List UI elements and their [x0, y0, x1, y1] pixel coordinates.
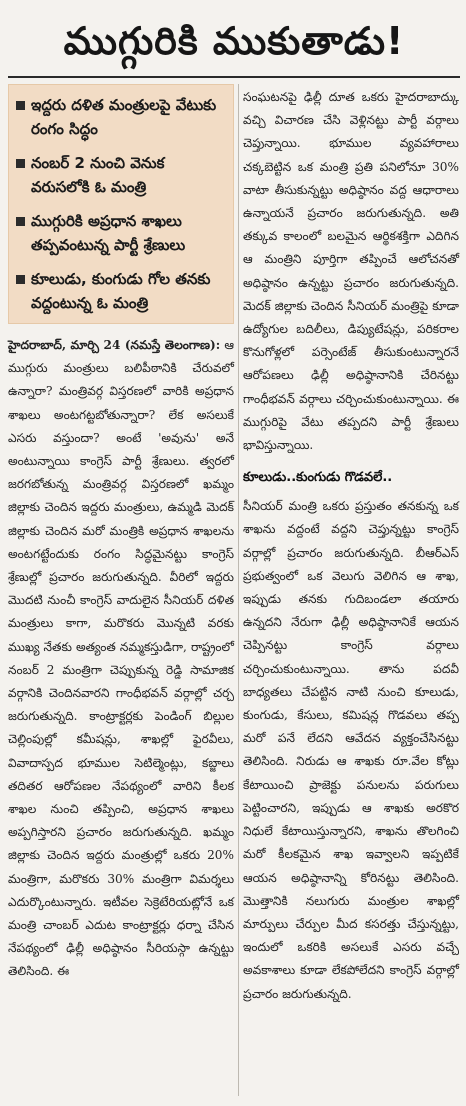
- article-body-right-2: [243, 495, 459, 1005]
- highlight-item: [15, 267, 227, 315]
- highlight-item: [15, 209, 227, 257]
- headline-rule: [8, 76, 460, 78]
- square-bullet-icon: [16, 101, 25, 110]
- subheading: కూలుడు..కుంగుడు గొడవలే..: [243, 470, 393, 486]
- square-bullet-icon: [16, 159, 25, 168]
- dateline: హైదరాబాద్, మార్చి 24 (నమస్తే తెలంగాణ):: [8, 338, 221, 352]
- highlight-item: [15, 151, 227, 199]
- highlight-text: నంబర్ 2 నుంచి వెనుక వరుసలోకి ఓ మంత్రి: [31, 154, 165, 196]
- article-text: సీనియర్ మంత్రి ఒకరు ప్రస్తుతం తనకున్న ఒక శాఖను వద్దంటే వద్దని చెప్తున్నట్టు కాంగ్రెస్ వర్గాల్లో ప్రచారం జరుగుతున్నది. బీఆర్ఎస్ ప్రభుత్వంలో ఒక వెలుగు వెలిగిన ఆ శాఖ, ఇప్పుడు తనకు గుదిబండలా తయారు ఉన్నదని నేరుగా ఢిల్లీ అధిష్ఠానానికే ఆయన చెప్పినట్టు కాంగ్రెస్ వర్గాలు చర్చించుకుంటున్నాయి. తాను పదవీ బాధ్యతలు చేపట్టిన నాటి నుంచి కూలుడు, కుంగుడు, కేసులు, కమిషన్ల గొడవలు తప్ప మరో పనే లేదని ఆవేదన వ్యక్తంచేసినట్టు తెలిసింది. నిరుడు ఆ శాఖకు రూ.వేల కోట్లు కేటాయించి ప్రాజెక్టు పనులను పరుగులు పెట్టించారని, ఇప్పుడు ఆ శాఖకు అరకొర నిధులే కేటాయిస్తున్నారని, శాఖను తొలగించి మరో కీలకమైన శాఖ ఇవ్వాలని ఇప్పటికే ఆయన అధిష్ఠానాన్ని కోరినట్టు తెలిసింది. మొత్తానికి నలుగురు మంత్రుల శాఖల్లో మార్పులు చేర్పుల మీద కసరత్తు చేస్తున్నట్టు, ఇందులో ఒకరికి అసలుకే ఎసరు వచ్చే అవకాశాలు కూడా లేకపోలేదని కాంగ్రెస్ వర్గాల్లో ప్రచారం జరుగుతున్నది.: [243, 499, 459, 1001]
- square-bullet-icon: [16, 275, 25, 284]
- column-divider: [238, 84, 239, 1096]
- article-body-right: [243, 86, 459, 457]
- highlight-item: [15, 93, 227, 141]
- article-text: సంఘటనపై ఢిల్లీ దూత ఒకరు హైదరాబాద్కు వచ్చి విచారణ చేసి వెళ్లినట్టు పార్టీ వర్గాలు చెప్తున్నాయి. భూముల వ్యవహారాలు చక్కబెట్టిన ఒక మంత్రి ప్రతి పనిలోనూ 30% వాటా తీసుకున్నట్టు అధిష్ఠానం వద్ద ఆధారాలు ఉన్నాయనే ప్రచారం జరుగుతున్నది. అతి తక్కువ కాలంలో బలమైన ఆర్థికశక్తిగా ఎదిగిన ఆ మంత్రిని పూర్తిగా తప్పించే ఆలోచనతో అధిష్ఠానం ఉన్నట్టు ప్రచారం జరుగుతున్నది. మెదక్ జిల్లాకు చెందిన సీనియర్ మంత్రిపై కూడా ఉద్యోగుల బదిలీలు, డిప్యుటేషన్లు, పరికరాల కొనుగోళ్లలో పర్సెంటేజ్ తీసుకుంటున్నారనే ఆరోపణలు ఢిల్లీ అధిష్ఠానానికి చేరినట్టు గాంధీభవన్ వర్గాలు చర్చించుకుంటున్నాయి. ఈ ముగ్గురిపై వేటు తప్పదని పార్టీ శ్రేణులు భావిస్తున్నాయి.: [243, 90, 459, 453]
- article-text: ఆ ముగ్గురు మంత్రులు బలిపీఠానికి చేరువలో ఉన్నారా? మంత్రివర్గ విస్తరణలో వారికి అప్రధాన శాఖలు అంటగట్టబోతున్నారా? లేక అసలుకే ఎసరు వస్తుందా? అంటే 'అవును' అనే అంటున్నాయి కాంగ్రెస్ పార్టీ శ్రేణులు. త్వరలో జరగబోతున్న మంత్రివర్గ విస్తరణలో ఖమ్మం జిల్లాకు చెందిన ఇద్దరు మంత్రులు, ఉమ్మడి మెదక్ జిల్లాకు చెందిన మరో మంత్రికి అప్రధాన శాఖలను అంటగట్టేందుకు రంగం సిద్ధమైనట్టు కాంగ్రెస్ శ్రేణుల్లో ప్రచారం జరుగుతున్నది. వీరిలో ఇద్దరు మొదటి నుంచీ కాంగ్రెస్ వాదులైన సీనియర్ దళిత మంత్రులు కాగా, మరొకరు మొన్నటి వరకు ముఖ్య నేతకు అత్యంత నమ్మకస్తుడిగా, రాష్ట్రంలో నంబర్ 2 మంత్రిగా చెప్పుకున్న రెడ్డి సామాజిక వర్గానికి చెందినవారని గాంధీభవన్ వర్గాల్లో చర్చ జరుగుతున్నది. కాంట్రాక్టర్లకు పెండింగ్ బిల్లుల చెల్లింపుల్లో కమీషన్లు, శాఖల్లో ఫైరవీలు, వివాదాస్పద భూముల సెటిల్మెంట్లు, కబ్జాలు తదితర ఆరోపణల నేపథ్యంలో వారిని కీలక శాఖల నుంచి తప్పించి, అప్రధాన శాఖలు అప్పగిస్తారని ప్రచారం జరుగుతున్నది. ఖమ్మం జిల్లాకు చెందిన ఇద్దరు మంత్రుల్లో ఒకరు 20% మంత్రిగా, మరొకరు 30% మంత్రిగా విమర్శలు ఎదుర్కొంటున్నారు. ఇటీవల సెక్రెటేరియట్లోనే ఒక మంత్రి చాంబర్ ఎదుట కాంట్రాక్టర్లు ధర్నా చేసిన నేపథ్యంలో ఢిల్లీ అధిష్ఠానం సీరియస్గా ఉన్నట్టు తెలిసింది. ఈ: [8, 338, 234, 979]
- highlight-text: ముగ్గురికి అప్రధాన శాఖలు తప్పవంటున్న పార్టీ శ్రేణులు: [31, 212, 186, 254]
- highlights-box: [8, 84, 234, 324]
- square-bullet-icon: [16, 217, 25, 226]
- right-column: [243, 86, 459, 1006]
- left-column: [8, 84, 234, 984]
- headline: ముగ్గురికి ముకుతాడు!: [63, 19, 405, 63]
- article-body-left: [8, 334, 234, 984]
- highlight-text: కూలుడు, కుంగుడు గోల తనకు వద్దంటున్న ఓ మంత్రి: [31, 270, 211, 312]
- highlight-text: ఇద్దరు దళిత మంత్రులపై వేటుకు రంగం సిద్ధం: [31, 96, 217, 138]
